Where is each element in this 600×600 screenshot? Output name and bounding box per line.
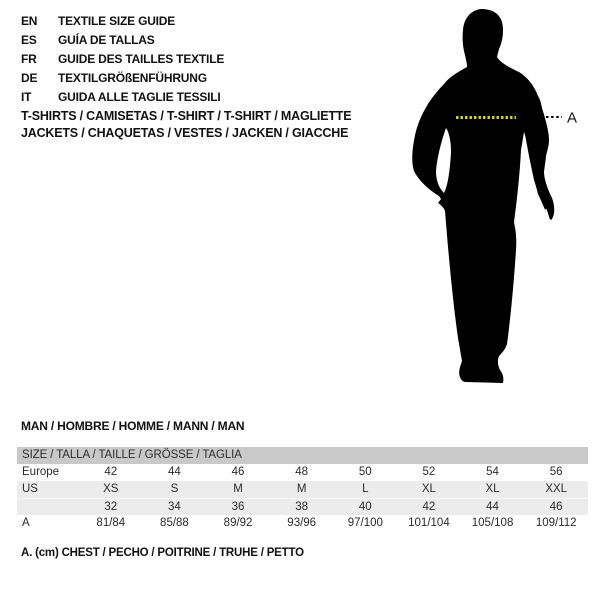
table-cell: 89/92 xyxy=(223,517,253,529)
table-cell: 42 xyxy=(422,501,436,513)
table-cell: 46 xyxy=(549,501,563,513)
table-cell: 97/100 xyxy=(347,517,383,529)
table-cell: 44 xyxy=(168,466,181,478)
table-cell: M xyxy=(233,483,243,495)
size-table-header: SIZE / TALLA / TAILLE / GRÖSSE / TAGLIA xyxy=(17,447,588,464)
table-cell: M xyxy=(296,483,307,495)
row-label: Europe xyxy=(22,466,60,478)
language-label: GUIDE DES TAILLES TEXTILE xyxy=(58,52,225,66)
table-cell: 109/112 xyxy=(535,517,577,529)
language-label: GUÍA DE TALLAS xyxy=(58,33,155,47)
row-label: US xyxy=(22,483,38,495)
row-label: A xyxy=(22,517,30,529)
table-row-us xyxy=(17,481,588,498)
table-cell: 34 xyxy=(168,501,181,513)
table-cell: 85/88 xyxy=(160,517,189,529)
table-cell: 52 xyxy=(422,466,436,478)
table-row-europe xyxy=(17,464,588,481)
language-code: IT xyxy=(21,90,32,104)
table-row-us-numeric xyxy=(17,498,588,515)
language-code: FR xyxy=(21,52,37,66)
category-line-jackets: JACKETS / CHAQUETAS / VESTES / JACKEN / GIACCHE xyxy=(21,126,349,140)
table-cell: 54 xyxy=(486,466,499,478)
table-cell: 105/108 xyxy=(471,517,514,529)
table-cell: S xyxy=(170,483,179,495)
table-cell: 50 xyxy=(358,466,372,478)
table-cell: XS xyxy=(103,483,119,495)
table-cell: 44 xyxy=(486,501,499,513)
table-cell: 38 xyxy=(295,501,309,513)
table-cell: 101/104 xyxy=(408,517,450,529)
table-cell: 36 xyxy=(231,501,245,513)
language-label: GUIDA ALLE TAGLIE TESSILI xyxy=(58,90,221,104)
table-cell: 46 xyxy=(231,466,245,478)
section-title-man: MAN / HOMBRE / HOMME / MANN / MAN xyxy=(21,419,245,433)
table-cell: 42 xyxy=(104,466,118,478)
table-cell: 56 xyxy=(549,466,563,478)
table-cell: XXL xyxy=(545,483,568,495)
table-cell: 81/84 xyxy=(96,517,126,529)
table-cell: 40 xyxy=(358,501,372,513)
language-code: ES xyxy=(21,33,37,47)
language-code: DE xyxy=(21,71,38,85)
table-cell: L xyxy=(362,483,369,495)
category-line-tshirts: T-SHIRTS / CAMISETAS / T-SHIRT / T-SHIRT / MAGLIETTE xyxy=(21,109,352,123)
measure-label-a: A xyxy=(567,109,578,127)
size-table xyxy=(17,447,588,532)
table-cell: 32 xyxy=(104,501,118,513)
table-cell: 93/96 xyxy=(287,517,317,529)
language-label: TEXTILGRÖßENFÜHRUNG xyxy=(58,71,207,85)
table-cell: 48 xyxy=(295,466,309,478)
table-cell: XL xyxy=(421,483,436,495)
measure-footnote: A. (cm) CHEST / PECHO / POITRINE / TRUHE / PETTO xyxy=(21,547,304,559)
man-silhouette xyxy=(412,9,554,383)
table-cell: XL xyxy=(485,483,500,495)
table-row-chest-a xyxy=(17,515,588,532)
language-label: TEXTILE SIZE GUIDE xyxy=(58,14,176,28)
language-code: EN xyxy=(21,14,38,28)
